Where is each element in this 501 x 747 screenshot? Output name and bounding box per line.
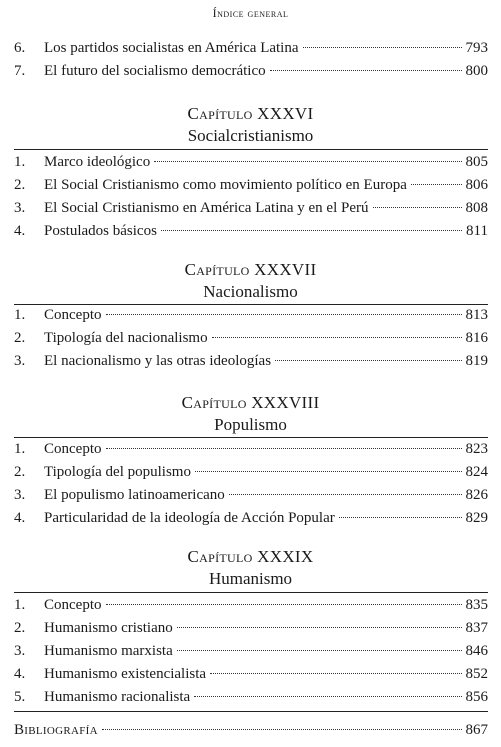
toc-entry[interactable] bbox=[14, 462, 488, 482]
entry-number: 2. bbox=[14, 464, 26, 480]
entry-title: Tipología del populismo bbox=[44, 464, 191, 480]
entry-page: 806 bbox=[465, 177, 488, 193]
chapter-title: Socialcristianismo bbox=[187, 126, 314, 145]
entry-number: 1. bbox=[14, 307, 26, 323]
section-rule bbox=[14, 711, 488, 712]
toc-entry[interactable] bbox=[14, 687, 488, 707]
entry-number: 3. bbox=[14, 353, 26, 369]
toc-entry-bibliography[interactable] bbox=[14, 720, 488, 740]
entry-title: Humanismo existencialista bbox=[44, 666, 207, 682]
toc-entry[interactable] bbox=[14, 198, 488, 218]
dot-leader bbox=[270, 70, 462, 71]
dot-leader bbox=[102, 729, 462, 730]
entry-number: 3. bbox=[14, 643, 26, 659]
entry-page: 846 bbox=[465, 643, 488, 659]
entry-title: Postulados básicos bbox=[44, 223, 157, 239]
entry-page: 835 bbox=[465, 597, 488, 613]
toc-entry[interactable] bbox=[14, 485, 488, 505]
entry-page: 829 bbox=[465, 510, 488, 526]
entry-title: El nacionalismo y las otras ideologías bbox=[44, 353, 272, 369]
entry-page: 808 bbox=[465, 200, 488, 216]
chapter-heading bbox=[0, 392, 501, 436]
entry-number: 6. bbox=[14, 40, 26, 56]
entry-number: 1. bbox=[14, 597, 26, 613]
chapter-rule bbox=[14, 437, 488, 438]
toc-entry[interactable] bbox=[14, 152, 488, 172]
entry-title: Concepto bbox=[44, 597, 102, 613]
entry-number: 2. bbox=[14, 330, 26, 346]
chapter-title: Populismo bbox=[214, 415, 287, 434]
entry-number: 3. bbox=[14, 487, 26, 503]
dot-leader bbox=[161, 230, 462, 231]
entry-title: Humanismo cristiano bbox=[44, 620, 173, 636]
chapter-title: Humanismo bbox=[208, 569, 293, 588]
entry-title: Marco ideológico bbox=[44, 154, 151, 170]
entry-title: Bibliografía bbox=[14, 722, 98, 738]
entry-page: 819 bbox=[465, 353, 488, 369]
toc-entry[interactable] bbox=[14, 664, 488, 684]
toc-entry[interactable] bbox=[14, 61, 488, 81]
entry-page: 824 bbox=[465, 464, 488, 480]
entry-title: El futuro del socialismo democrático bbox=[44, 63, 266, 79]
entry-page: 800 bbox=[465, 63, 488, 79]
toc-entry[interactable] bbox=[14, 175, 488, 195]
entry-page: 813 bbox=[465, 307, 488, 323]
entry-title: El populismo latinoamericano bbox=[44, 487, 225, 503]
entry-number: 4. bbox=[14, 223, 26, 239]
entry-page: 867 bbox=[465, 722, 488, 738]
entry-number: 7. bbox=[14, 63, 26, 79]
entry-title: Humanismo marxista bbox=[44, 643, 173, 659]
entry-title: El Social Cristianismo como movimiento político en Europa bbox=[44, 177, 407, 193]
toc-entry[interactable] bbox=[14, 641, 488, 661]
entry-page: 811 bbox=[466, 223, 488, 239]
toc-entry[interactable] bbox=[14, 328, 488, 348]
entry-number: 5. bbox=[14, 689, 26, 705]
entry-title: Concepto bbox=[44, 307, 102, 323]
entry-page: 816 bbox=[465, 330, 488, 346]
dot-leader bbox=[339, 517, 462, 518]
entry-title: Los partidos socialistas en América Latina bbox=[44, 40, 299, 56]
chapter-heading bbox=[0, 103, 501, 147]
entry-page: 823 bbox=[465, 441, 488, 457]
toc-entry[interactable] bbox=[14, 351, 488, 371]
chapter-rule bbox=[14, 149, 488, 150]
entry-number: 1. bbox=[14, 441, 26, 457]
entry-title: Tipología del nacionalismo bbox=[44, 330, 208, 346]
dot-leader bbox=[229, 494, 462, 495]
dot-leader bbox=[212, 337, 462, 338]
entry-page: 837 bbox=[465, 620, 488, 636]
dot-leader bbox=[106, 448, 462, 449]
dot-leader bbox=[106, 604, 462, 605]
dot-leader bbox=[373, 207, 462, 208]
dot-leader bbox=[210, 673, 461, 674]
toc-entry[interactable] bbox=[14, 595, 488, 615]
toc-entry[interactable] bbox=[14, 38, 488, 58]
entry-page: 856 bbox=[465, 689, 488, 705]
entry-number: 4. bbox=[14, 666, 26, 682]
chapter-heading bbox=[0, 259, 501, 303]
dot-leader bbox=[194, 696, 461, 697]
entry-page: 805 bbox=[465, 154, 488, 170]
chapter-heading bbox=[0, 546, 501, 590]
dot-leader bbox=[303, 47, 462, 48]
dot-leader bbox=[411, 184, 462, 185]
entry-title: Particularidad de la ideología de Acción Popular bbox=[44, 510, 335, 526]
toc-entry[interactable] bbox=[14, 618, 488, 638]
entry-page: 826 bbox=[465, 487, 488, 503]
chapter-title: Nacionalismo bbox=[203, 282, 298, 301]
dot-leader bbox=[106, 314, 462, 315]
dot-leader bbox=[195, 471, 462, 472]
dot-leader bbox=[154, 161, 461, 162]
entry-page: 793 bbox=[465, 40, 488, 56]
entry-page: 852 bbox=[465, 666, 488, 682]
chapter-label: Capítulo XXXIX bbox=[187, 547, 314, 566]
entry-number: 3. bbox=[14, 200, 26, 216]
toc-entry[interactable] bbox=[14, 508, 488, 528]
entry-number: 4. bbox=[14, 510, 26, 526]
entry-title: El Social Cristianismo en América Latina y en el Perú bbox=[44, 200, 369, 216]
dot-leader bbox=[177, 627, 462, 628]
chapter-label: Capítulo XXXVII bbox=[184, 260, 317, 279]
dot-leader bbox=[275, 360, 461, 361]
chapter-label: Capítulo XXXVIII bbox=[181, 393, 320, 412]
dot-leader bbox=[177, 650, 462, 651]
entry-number: 2. bbox=[14, 177, 26, 193]
toc-entry[interactable] bbox=[14, 439, 488, 459]
chapter-rule bbox=[14, 592, 488, 593]
toc-entry[interactable] bbox=[14, 305, 488, 325]
toc-entry[interactable] bbox=[14, 221, 488, 241]
running-head: Índice general bbox=[212, 6, 289, 20]
chapter-label: Capítulo XXXVI bbox=[187, 104, 314, 123]
entry-title: Humanismo racionalista bbox=[44, 689, 191, 705]
entry-title: Concepto bbox=[44, 441, 102, 457]
entry-number: 2. bbox=[14, 620, 26, 636]
entry-number: 1. bbox=[14, 154, 26, 170]
